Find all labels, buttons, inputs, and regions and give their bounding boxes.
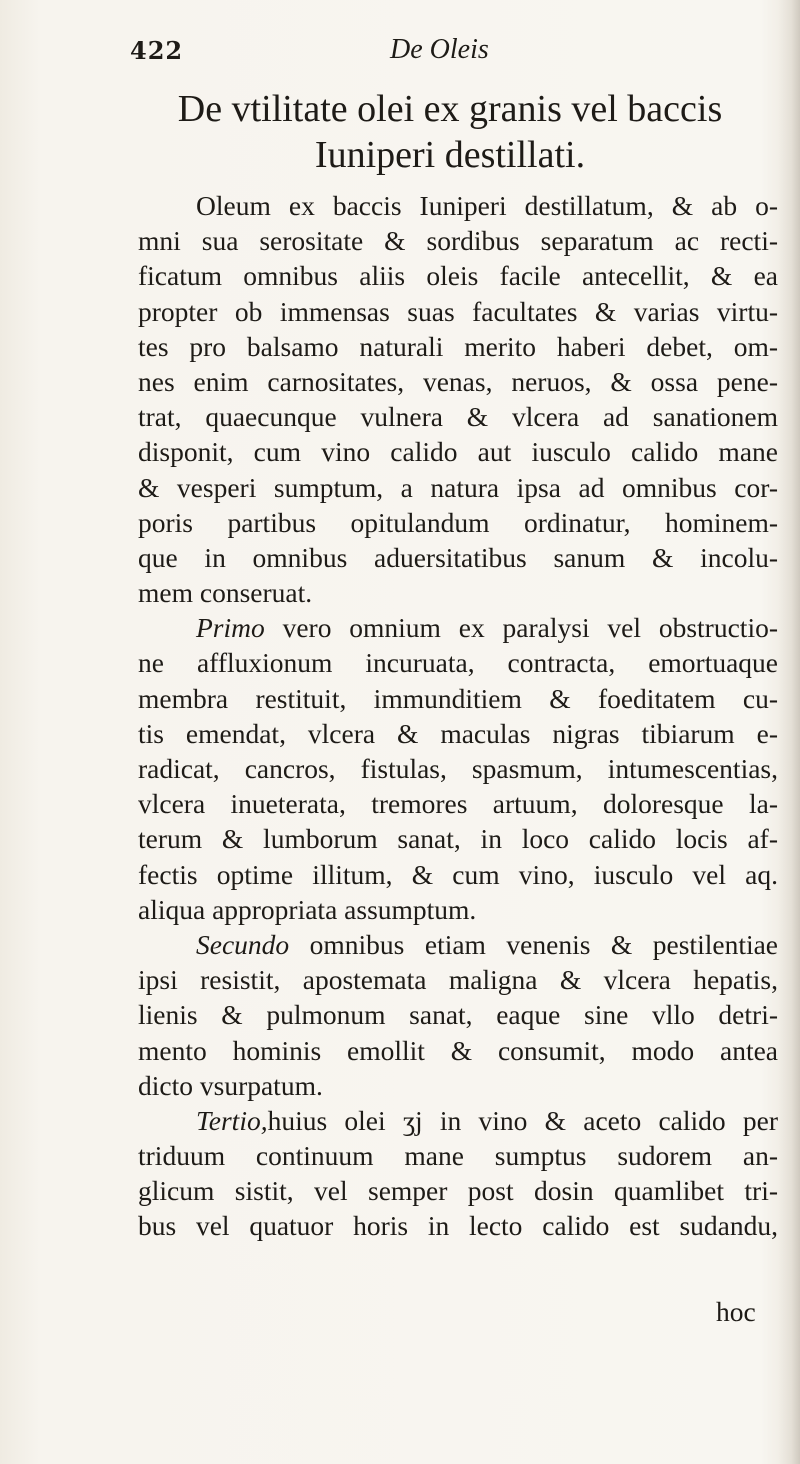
- text-line: ne affluxionum incuruata, contracta, emortuaque: [138, 647, 778, 679]
- text-line: propter ob immensas suas facultates & varias virtu-: [138, 295, 778, 327]
- text-line: mem conseruat.: [138, 577, 313, 609]
- text-line: fectis optime illitum, & cum vino, iusculo vel aq.: [138, 858, 778, 890]
- text-line: aliqua appropriata assumptum.: [138, 893, 477, 925]
- page-number: 422: [130, 36, 184, 65]
- text-line: bus vel quatuor horis in lecto calido est sudandu,: [138, 1210, 778, 1242]
- text-fragment: omnibus etiam venenis & pestilentiae: [309, 928, 779, 960]
- catchword: hoc: [716, 1296, 756, 1327]
- text-line: ipsi resistit, apostemata maligna & vlcera hepatis,: [138, 964, 778, 996]
- page-edge-shadow: [778, 0, 800, 1464]
- text-line: tes pro balsamo naturali merito haberi debet, om-: [138, 330, 778, 362]
- text-line: radicat, cancros, fistulas, spasmum, intumescentias,: [138, 753, 778, 784]
- text-line: tis emendat, vlcera & maculas nigras tibiarum e-: [138, 717, 778, 749]
- text-fragment: huius olei ʒj in vino & aceto calido per: [267, 1104, 778, 1136]
- marker-tertio: Tertio,: [196, 1104, 268, 1136]
- text-line: poris partibus opitulandum ordinatur, hominem-: [138, 506, 778, 538]
- text-line: lienis & pulmonum sanat, eaque sine vllo detri-: [138, 999, 778, 1031]
- heading-line-2: Iuniperi destillati.: [314, 134, 586, 176]
- text-line: ficatum omnibus aliis oleis facile antecellit, & ea: [138, 260, 778, 292]
- heading-line-1: De vtilitate olei ex granis vel baccis: [177, 88, 723, 130]
- text-line: que in omnibus aduersitatibus sanum & incolu-: [138, 541, 778, 573]
- text-line-tertio: [138, 1103, 778, 1138]
- text-line: terum & lumborum sanat, in loco calido locis af-: [138, 823, 778, 855]
- text-line: glicum sistit, vel semper post dosin quamlibet tri-: [138, 1175, 778, 1207]
- running-title: De Oleis: [390, 34, 489, 65]
- text-line: Oleum ex baccis Iuniperi destillatum, & ab o-: [196, 190, 778, 221]
- text-line: mento hominis emollit & consumit, modo antea: [138, 1034, 778, 1066]
- text-line: nes enim carnositates, venas, neruos, & ossa pene-: [138, 365, 778, 397]
- text-line-secundo: [138, 927, 778, 962]
- running-head: [130, 36, 770, 76]
- section-heading: [120, 86, 780, 178]
- text-line: triduum continuum mane sumptus sudorem an-: [138, 1140, 778, 1172]
- text-line: membra restituit, immunditiem & foeditatem cu-: [138, 682, 778, 714]
- marker-primo: Primo: [196, 612, 265, 644]
- text-line: disponit, cum vino calido aut iusculo calido mane: [138, 436, 778, 468]
- text-line: mni sua serositate & sordibus separatum ac recti-: [138, 225, 778, 257]
- text-line: trat, quaecunque vulnera & vlcera ad sanationem: [138, 401, 778, 433]
- text-line-primo: [138, 610, 778, 645]
- text-line: & vesperi sumptum, a natura ipsa ad omnibus cor-: [138, 471, 778, 503]
- marker-secundo: Secundo: [196, 928, 290, 960]
- text-line: vlcera inueterata, tremores artuum, doloresque la-: [138, 788, 778, 820]
- body-text: [138, 188, 778, 1244]
- text-fragment: vero omnium ex paralysi vel obstructio-: [282, 612, 778, 644]
- text-line: dicto vsurpatum.: [138, 1069, 323, 1101]
